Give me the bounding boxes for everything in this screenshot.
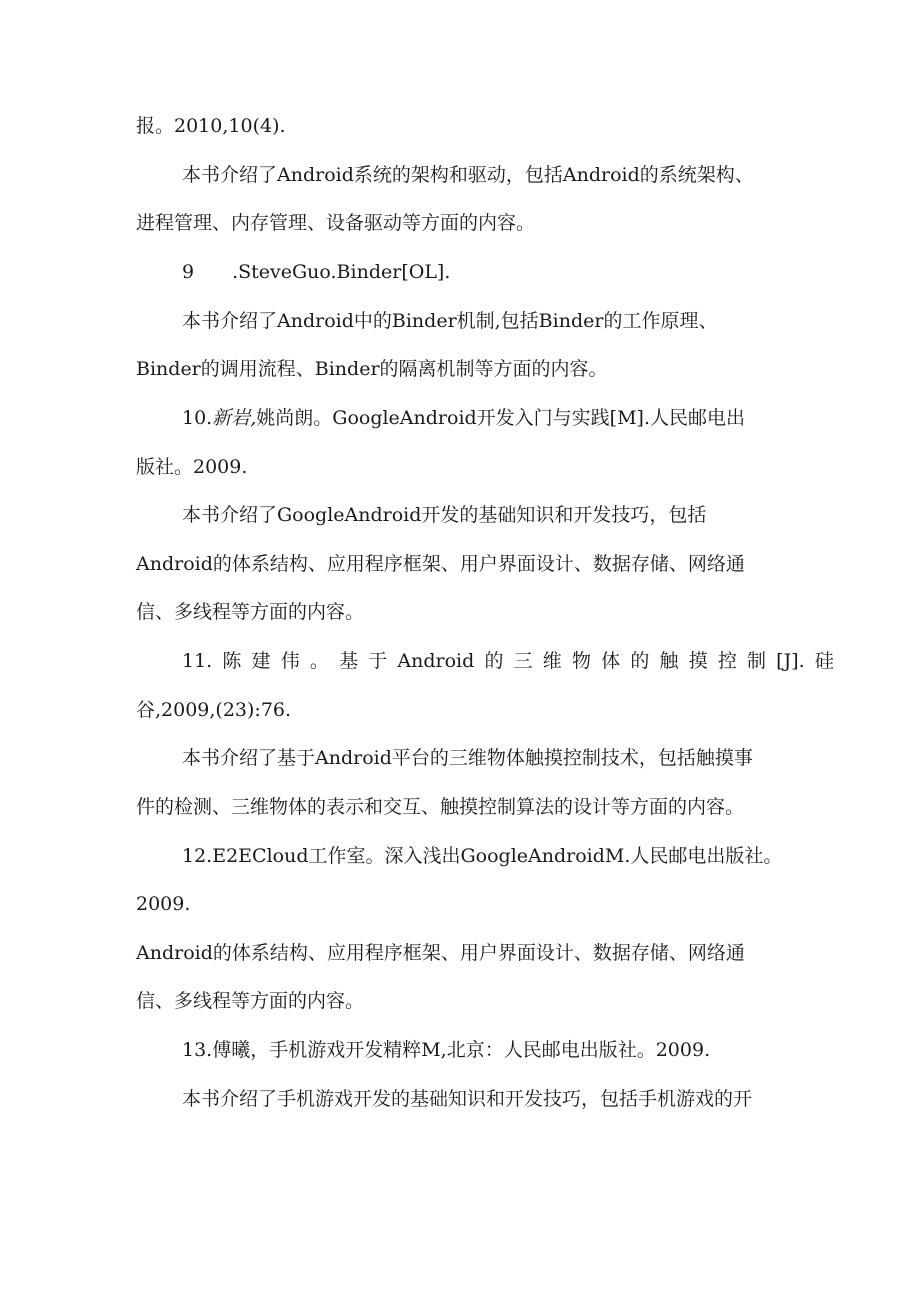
text-line: 信、多线程等方面的内容。 (136, 990, 365, 1012)
ref-number: 10. (182, 407, 213, 429)
text-glyph: 体 (601, 650, 621, 672)
text-glyph: 制 (747, 650, 767, 672)
text-line: 本书介绍了基于Android平台的三维物体触摸控制技术，包括触摸事 (182, 747, 753, 769)
text-line: 报。2010,10(4). (136, 115, 286, 137)
text-glyph: [J]. (776, 650, 805, 672)
text-glyph: 触 (659, 650, 679, 672)
text-line: 12.E2ECloud工作室。深入浅出GoogleAndroidM.人民邮电出版社。 (182, 845, 783, 867)
text-line: Android的体系结构、应用程序框架、用户界面设计、数据存储、网络通 (136, 553, 745, 575)
text-line-justified (182, 649, 834, 673)
text-line: 进程管理、内存管理、设备驱动等方面的内容。 (136, 212, 536, 234)
text-line: Binder的调用流程、Binder的隔离机制等方面的内容。 (136, 358, 608, 380)
text-glyph: 的 (630, 650, 650, 672)
text-glyph: 维 (542, 650, 562, 672)
text-line: 本书介绍了Android中的Binder机制,包括Binder的工作原理、 (182, 310, 718, 332)
text-glyph: 摸 (688, 650, 708, 672)
text-line: 2009. (136, 893, 191, 915)
text-glyph: 11. (182, 650, 213, 672)
text-line: 13.傅曦，手机游戏开发精粹M,北京：人民邮电出版社。2009. (182, 1039, 711, 1061)
text-glyph: 建 (251, 650, 271, 672)
text-glyph: 伟 (280, 650, 300, 672)
text-glyph: 的 (484, 650, 504, 672)
author-name: 新岩, (212, 407, 257, 429)
text-line: 9 .SteveGuo.Binder[OL]. (182, 261, 451, 283)
text-line: 谷,2009,(23):76. (136, 699, 292, 721)
text-line (182, 406, 745, 430)
text-glyph: 物 (571, 650, 591, 672)
text-glyph: 基 (339, 650, 359, 672)
text-glyph: Android (397, 650, 475, 672)
text-line: 本书介绍了Android系统的架构和驱动，包括Android的系统架构、 (182, 164, 754, 186)
text-glyph: 。 (309, 650, 329, 672)
ref-text: 姚尚朗。GoogleAndroid开发入门与实践[M].人民邮电出 (256, 407, 746, 429)
text-line: 本书介绍了GoogleAndroid开发的基础知识和开发技巧，包括 (182, 504, 707, 526)
text-line: Android的体系结构、应用程序框架、用户界面设计、数据存储、网络通 (136, 942, 745, 964)
text-line: 信、多线程等方面的内容。 (136, 601, 365, 623)
text-glyph: 控 (717, 650, 737, 672)
text-glyph: 于 (368, 650, 388, 672)
text-line: 版社。2009. (136, 456, 248, 478)
text-glyph: 陈 (222, 650, 242, 672)
text-line: 件的检测、三维物体的表示和交互、触摸控制算法的设计等方面的内容。 (136, 796, 745, 818)
text-glyph: 硅 (814, 650, 834, 672)
text-line: 本书介绍了手机游戏开发的基础知识和开发技巧，包括手机游戏的开 (182, 1088, 753, 1110)
text-glyph: 三 (513, 650, 533, 672)
